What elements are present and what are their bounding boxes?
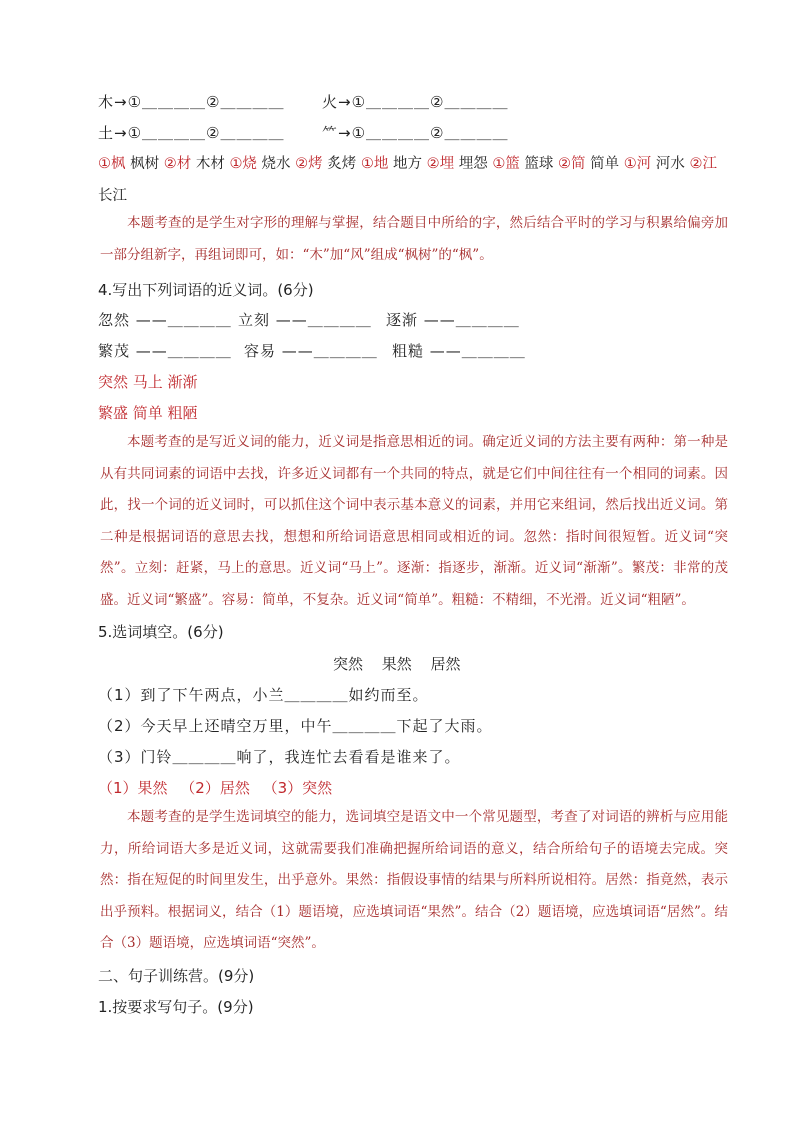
q3-answer-word: 地方 <box>388 156 427 172</box>
q5-explanation: 本题考查的是学生选词填空的能力，选词填空是语文中一个常见题型，考查了对词语的辨析与应用能力，所给词语大多是近义词，这就需要我们准确把握所给词语的意义，结合所给句子的语境去完成。突然：指在短促的时间里发生，出乎意外。果然：指假设事情的结果与所料所说相符。居然：指竟然，表示出乎预料。根据词义，结合（1）题语境，应选填词语“果然”。结合（2）题语境，应选填词语“居然”。结合（3）题语境，应选填词语“突然”。 <box>100 809 728 951</box>
q5-item-3: （3）门铃＿＿＿＿响了，我连忙去看看是谁来了。 <box>98 748 461 766</box>
section2-sub-heading: 1.按要求写句子。(9分) <box>98 998 254 1016</box>
q3-answer-char: ②材 <box>163 156 192 172</box>
q4-row1-item2: 立刻 ——＿＿＿＿ <box>238 311 372 329</box>
q3-answer-char: ①河 <box>623 156 652 172</box>
q4-row2-item2: 容易 ——＿＿＿＿ <box>244 342 378 360</box>
q4-row2-item1: 繁茂 ——＿＿＿＿ <box>98 342 232 360</box>
q4-heading: 4.写出下列词语的近义词。(6分) <box>98 281 314 299</box>
q3-answer-char: ①枫 <box>98 156 126 172</box>
q3-answer-line2: 长江 <box>98 188 127 204</box>
q5-item-1: （1）到了下午两点，小兰＿＿＿＿如约而至。 <box>98 686 429 704</box>
q4-explanation: 本题考查的是写近义词的能力，近义词是指意思相近的词。确定近义词的方法主要有两种：第一种是从有共同词素的词语中去找，许多近义词都有一个共同的特点，就是它们中间往往有一个相同的词素。因此，找一个词的近义词时，可以抓住这个词中表示基本意义的词素，并用它来组词，然后找出近义词。第二种是根据词语的意思去找，想想和所给词语意思相同或相近的词。忽然：指时间很短暂。近义词“突然”。立刻：赶紧，马上的意思。近义词“马上”。逐渐：指逐步，渐渐。近义词“渐渐”。繁茂：非常的茂盛。近义词“繁盛”。容易：简单，不复杂。近义词“简单”。粗糙：不精细，不光滑。近义词“粗陋”。 <box>100 434 728 608</box>
q3-answer-char: ②简 <box>558 156 586 172</box>
q3-answer-word: 河水 <box>651 156 690 172</box>
q3-answer-word: 埋怨 <box>454 156 493 172</box>
q3-answer-word: 烧水 <box>256 156 296 172</box>
q4-row1-item3: 逐渐 ——＿＿＿＿ <box>386 311 520 329</box>
q3-answer-char: ②江 <box>689 156 717 172</box>
q5-heading: 5.选词填空。(6分) <box>98 623 224 641</box>
q5-item-2: （2）今天早上还晴空万里，中午＿＿＿＿下起了大雨。 <box>98 717 493 735</box>
q3-answer-word: 枫树 <box>125 156 164 172</box>
q4-answer-line1: 突然 马上 渐渐 <box>98 373 198 391</box>
q3-answer-char: ②埋 <box>426 156 455 172</box>
q4-answer-line2: 繁盛 简单 粗陋 <box>98 404 198 422</box>
q4-row1-item1: 忽然 ——＿＿＿＿ <box>98 311 232 329</box>
q3-answer-word: 木材 <box>191 156 230 172</box>
q3-row1-left: 木→①＿＿＿＿②＿＿＿＿ <box>98 93 285 111</box>
q3-explanation: 本题考查的是学生对字形的理解与掌握，结合题目中所给的字，然后结合平时的学习与积累给偏旁加一部分组新字，再组词即可，如：“木”加“风”组成“枫树”的“枫”。 <box>100 215 728 263</box>
q3-row2-right: ⺮→①＿＿＿＿②＿＿＿＿ <box>322 124 509 142</box>
q3-answer-word: 简单 <box>585 156 624 172</box>
q3-answer-char: ①篮 <box>492 156 520 172</box>
q3-answer-line1 <box>98 154 717 174</box>
q3-row1-right: 火→①＿＿＿＿②＿＿＿＿ <box>322 93 509 111</box>
q4-row2-item3: 粗糙 ——＿＿＿＿ <box>392 342 526 360</box>
q3-answer-word: 篮球 <box>519 156 559 172</box>
q3-answer-char: ②烤 <box>295 156 323 172</box>
q3-row2-left: 土→①＿＿＿＿②＿＿＿＿ <box>98 124 285 142</box>
q3-answer-char: ①地 <box>360 156 389 172</box>
section2-heading: 二、句子训练营。(9分) <box>98 967 255 985</box>
q3-answer-word: 炙烤 <box>322 156 361 172</box>
q5-options: 突然 果然 居然 <box>333 655 461 673</box>
q3-answer-char: ①烧 <box>229 156 257 172</box>
q5-answer: （1）果然 （2）居然 （3）突然 <box>98 779 333 797</box>
